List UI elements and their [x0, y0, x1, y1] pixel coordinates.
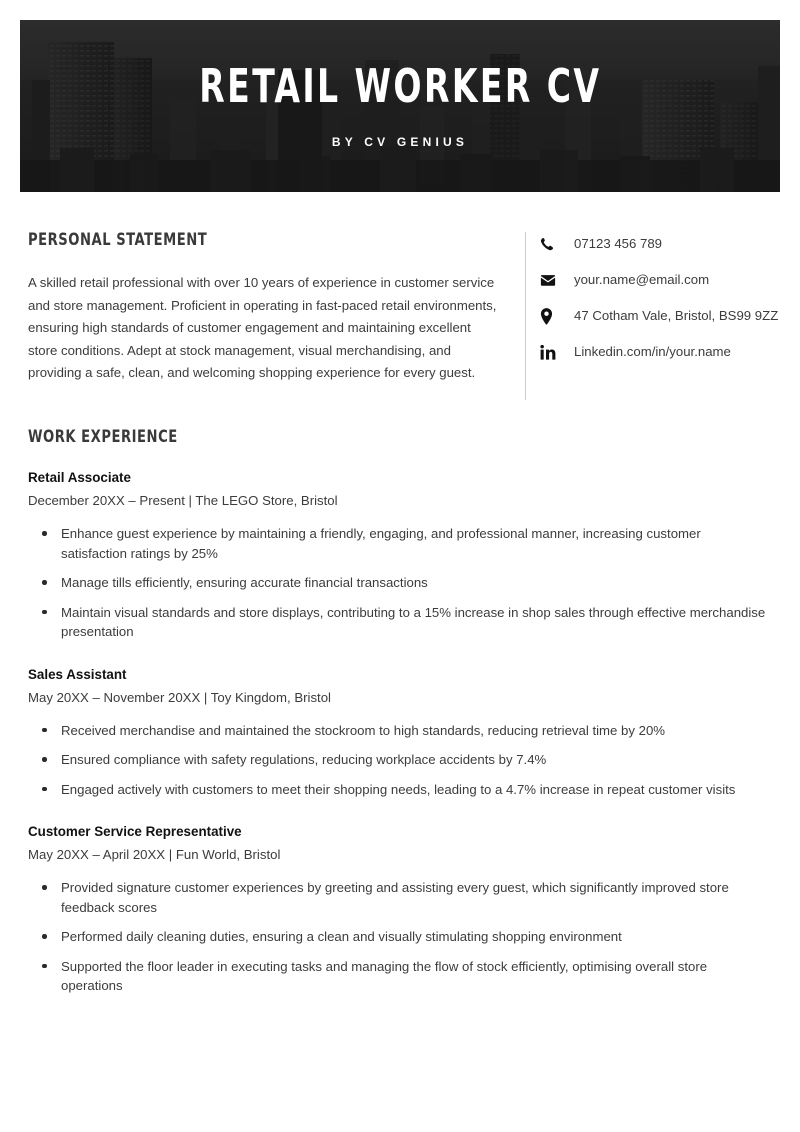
job-bullet-list — [28, 721, 770, 800]
cv-header-banner — [20, 20, 780, 192]
job-title: Customer Service Representative — [28, 824, 242, 839]
job-bullet-list — [28, 524, 770, 642]
contact-item-phone[interactable] — [540, 234, 790, 254]
contact-value-email: your.name@email.com — [574, 272, 710, 287]
work-experience-heading: WORK EXPERIENCE — [28, 427, 178, 447]
job-meta: May 20XX – November 20XX | Toy Kingdom, Bristol — [28, 689, 331, 705]
work-experience-section — [28, 427, 770, 996]
job-bullet: Received merchandise and maintained the stockroom to high standards, reducing retrieval time by 20% — [28, 721, 770, 741]
location-pin-icon — [540, 308, 562, 325]
job-bullet: Maintain visual standards and store displays, contributing to a 15% increase in shop sales through effective merchandise presentation — [28, 603, 770, 642]
header-text-group — [20, 20, 780, 192]
job-bullet: Manage tills efficiently, ensuring accurate financial transactions — [28, 573, 770, 593]
contact-item-email[interactable] — [540, 270, 790, 290]
job-bullet: Supported the floor leader in executing tasks and managing the flow of stock efficiently, optimising overall store operations — [28, 957, 770, 996]
contact-details-section — [540, 234, 790, 362]
phone-icon — [540, 237, 562, 252]
job-bullet: Engaged actively with customers to meet their shopping needs, leading to a 4.7% increase in repeat customer visits — [28, 780, 770, 800]
job-title: Retail Associate — [28, 470, 131, 485]
job-meta: May 20XX – April 20XX | Fun World, Bristol — [28, 847, 281, 862]
job-entry — [28, 469, 770, 642]
personal-statement-heading: PERSONAL STATEMENT — [28, 230, 208, 250]
job-bullet: Ensured compliance with safety regulations, reducing workplace accidents by 7.4% — [28, 750, 770, 770]
personal-statement-section — [28, 230, 498, 385]
contact-value-linkedin: Linkedin.com/in/your.name — [574, 344, 731, 359]
contact-value-phone: 07123 456 789 — [574, 236, 663, 251]
contact-value-address: 47 Cotham Vale, Bristol, BS99 9ZZ — [574, 308, 779, 323]
job-bullet-list — [28, 878, 770, 996]
job-bullet: Enhance guest experience by maintaining a friendly, engaging, and professional manner, increasing customer satisfaction ratings by 25% — [28, 524, 770, 563]
contact-item-linkedin[interactable] — [540, 342, 790, 362]
job-bullet: Performed daily cleaning duties, ensuring a clean and visually stimulating shopping environment — [28, 927, 770, 947]
job-meta: December 20XX – Present | The LEGO Store, Bristol — [28, 493, 338, 508]
job-bullet: Provided signature customer experiences by greeting and assisting every guest, which significantly improved store feedback scores — [28, 878, 770, 917]
job-entry — [28, 823, 770, 996]
column-divider — [525, 232, 526, 400]
personal-statement-text: A skilled retail professional with over 10 years of experience in customer service and store management. Proficient in operating in fast-paced retail environments, ensuring high standards of customer engagement and maintaining excellent store conditions. Adept at stock management, visual merchandising, and providing a safe, clean, and welcoming shopping experience for every guest. — [28, 275, 497, 380]
cv-byline: BY CV GENIUS — [331, 135, 469, 149]
contact-item-address[interactable] — [540, 306, 790, 326]
job-title: Sales Assistant — [28, 666, 127, 682]
envelope-icon — [540, 274, 562, 287]
job-entry — [28, 666, 770, 800]
cv-title: RETAIL WORKER CV — [198, 59, 602, 113]
linkedin-icon — [540, 345, 562, 360]
